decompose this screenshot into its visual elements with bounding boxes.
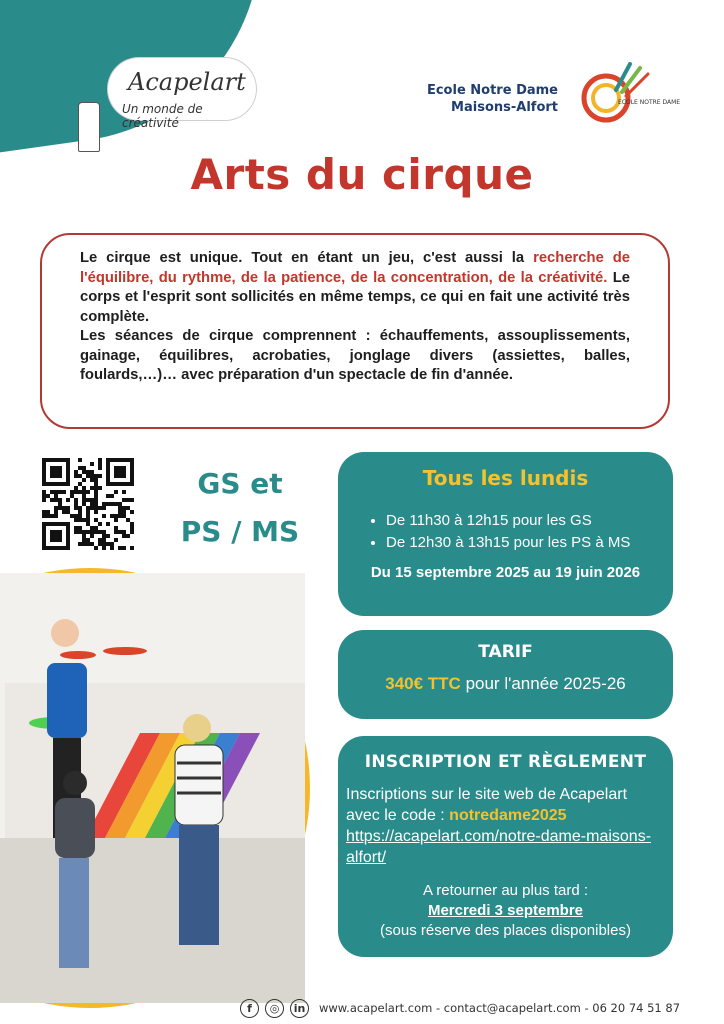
levels-line2: PS / MS: [180, 515, 300, 548]
facebook-icon[interactable]: f: [240, 999, 259, 1018]
inscription-body: [338, 772, 673, 868]
spray-can-icon: [78, 102, 100, 152]
intro-p1-end: Le corps et l'esprit sont sollicités en même temps, ce qui en fait une activité très complète.: [80, 269, 630, 325]
footer: [240, 997, 680, 1019]
schedule-list: [338, 510, 673, 554]
return-info: [338, 881, 673, 941]
page-title: Arts du cirque: [190, 150, 534, 199]
levels-line1: GS et: [197, 467, 283, 500]
tarif-box: [338, 630, 673, 719]
school-name-line1: Ecole Notre Dame: [426, 83, 558, 98]
inscription-heading: INSCRIPTION ET RÈGLEMENT: [364, 752, 647, 772]
circus-photo: [0, 568, 310, 1008]
acapelart-logo: [70, 50, 260, 160]
return-label: A retourner au plus tard :: [422, 882, 589, 899]
intro-paragraph-1: [80, 249, 630, 327]
logo-name: Acapelart: [128, 68, 246, 96]
levels: [160, 460, 320, 556]
schedule-item: • De 12h30 à 13h15 pour les PS à MS: [386, 532, 673, 554]
schedule-dates: Du 15 septembre 2025 au 19 juin 2026: [370, 564, 641, 581]
return-note: (sous réserve des places disponibles): [380, 922, 631, 939]
intro-box: [40, 233, 670, 429]
inscription-box: [338, 736, 673, 957]
inscription-code: notredame2025: [449, 807, 567, 824]
linkedin-icon[interactable]: in: [290, 999, 309, 1018]
tarif-price: 340€ TTC: [385, 674, 461, 693]
schedule-box: [338, 452, 673, 616]
schedule-item: • De 11h30 à 12h15 pour les GS: [386, 510, 673, 532]
qr-code[interactable]: [42, 458, 134, 550]
intro-paragraph-2: Les séances de cirque comprennent : échauffements, assouplissements, gainage, équilibres, acrobaties, jonglage divers (assiettes, balles, foulards,…)… avec préparation d'un spectacle de fin d'année.: [80, 328, 630, 383]
return-deadline: Mercredi 3 septembre: [427, 902, 584, 919]
intro-p1-start: Le cirque est unique. Tout en étant un jeu, c'est aussi la: [80, 250, 534, 266]
tarif-price-line: [338, 674, 673, 694]
inscription-text: Inscriptions sur le site web de Acapelart avec le code :: [346, 786, 628, 824]
instagram-icon[interactable]: ◎: [265, 999, 284, 1018]
footer-contact[interactable]: www.acapelart.com - contact@acapelart.com - 06 20 74 51 87: [319, 1001, 681, 1015]
tarif-suffix: pour l'année 2025-26: [460, 674, 626, 693]
school-logo: [578, 58, 681, 128]
school-name-line2: Maisons-Alfort: [451, 100, 558, 115]
school-name: [427, 82, 558, 116]
school-logo-text: ECOLE NOTRE DAME: [618, 99, 681, 106]
schedule-heading: Tous les lundis: [422, 466, 589, 490]
intro-p1-highlight: recherche de l'équilibre, du rythme, de la patience, de la concentration, de la créativité.: [80, 250, 630, 286]
logo-tagline: Un monde de créativité: [122, 102, 203, 130]
inscription-link[interactable]: https://acapelart.com/notre-dame-maisons-alfort/: [346, 828, 652, 866]
tarif-heading: TARIF: [478, 642, 533, 662]
circus-photo-illustration: [0, 573, 305, 1003]
